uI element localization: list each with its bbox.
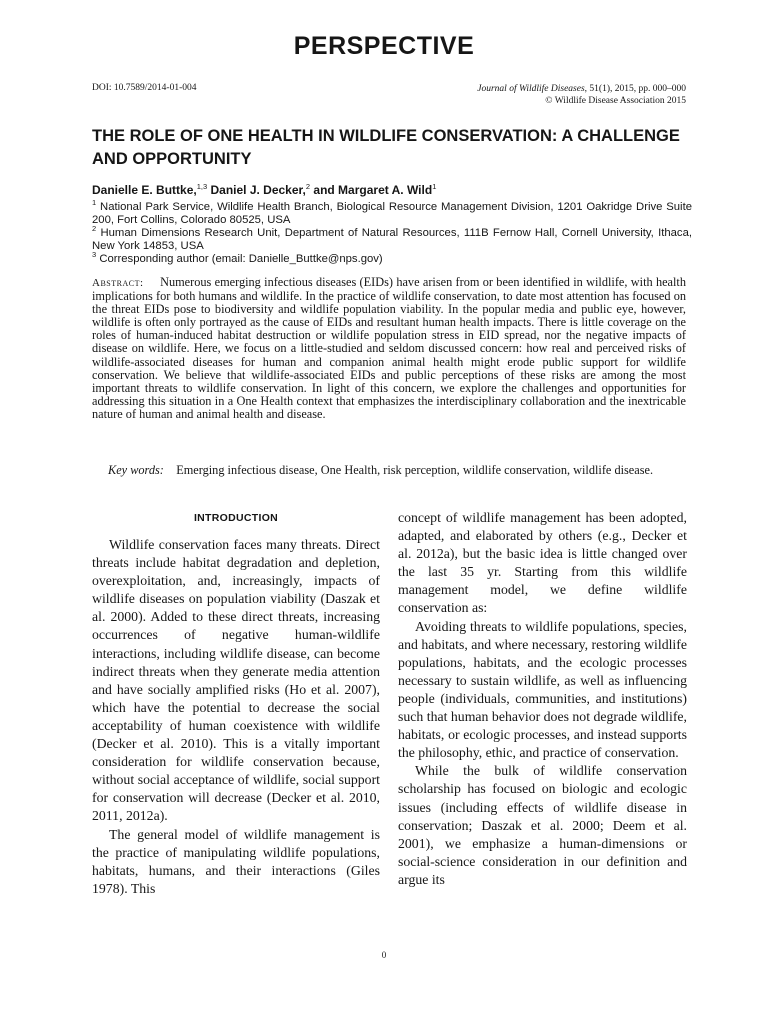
section-label: PERSPECTIVE [293, 32, 475, 60]
body-column-left [92, 536, 380, 898]
body-column-right [398, 509, 687, 889]
article-title: THE ROLE OF ONE HEALTH IN WILDLIFE CONSERVATION: A CHALLENGE AND OPPORTUNITY [92, 127, 680, 168]
copyright: © Wildlife Disease Association 2015 [545, 96, 686, 106]
affiliation-sup: 2 [92, 224, 97, 233]
abstract-text: Numerous emerging infectious diseases (EIDs) have arisen from or been identified in wildlife, with health implications for both humans and wildlife. In the practice of wildlife conservation, to date most attention has focused on the threat EIDs pose to biodiversity and wildlife population viability. In the popular media and public eye, however, wildlife is often only portrayed as the cause of EIDs and resultant human health impacts. There is little coverage on the roles of human-induced habitat destruction or wildlife population stress in EID spread, nor the negative impacts of disease on wildlife. Here, we focus on a little-studied and seldom discussed concern: how real and perceived risks of wildlife-associated diseases for human and companion animal health might erode public support for wildlife conservation. We believe that wildlife-associated EIDs and public perceptions of these risks are among the most important threats to wildlife conservation. In light of this concern, we explore the challenges and opportunities for addressing this situation in a One Health context that emphasizes the interdisciplinary collaboration and the inextricable nature of human and animal health and disease. [92, 275, 686, 421]
author: Daniel J. Decker, [210, 183, 306, 197]
journal-name: Journal of Wildlife Diseases [477, 84, 585, 94]
keywords [92, 463, 686, 477]
affiliation-sup: 1 [92, 198, 97, 207]
section-heading-introduction: INTRODUCTION [193, 512, 279, 524]
body-paragraph: The general model of wildlife management is the practice of manipulating wildlife populations, habitats, humans, and their interactions (Giles 1978). This [92, 826, 380, 896]
affiliation [92, 248, 692, 266]
page-number: 0 [381, 950, 387, 960]
affiliation-text: Human Dimensions Research Unit, Department of Natural Resources, 111B Fernow Hall, Cornell University, Ithaca, New York 14853, USA [92, 226, 693, 252]
journal-citation [477, 83, 686, 107]
keywords-text: Emerging infectious disease, One Health, risk perception, wildlife conservation, wildlife disease. [176, 463, 654, 477]
doi: DOI: 10.7589/2014-01-004 [92, 83, 197, 93]
body-paragraph: While the bulk of wildlife conservation scholarship has focused on biologic and ecologic issues (including effects of wildlife disease in conservation; Daszak et al. 2000; Deem et al. 2001), we emphasize a human-dimensions or social-science consideration in our definition and argue its [398, 763, 687, 887]
affiliation-text: Corresponding author (email: Danielle_Buttke@nps.gov) [99, 252, 383, 265]
author-sup: 2 [305, 182, 311, 191]
body-paragraph: concept of wildlife management has been adopted, adapted, and elaborated by others (e.g., Decker et al. 2012a), but the basic idea is little changed over the last 35 yr. Starting from this wildlife management model, we define wildlife conservation as: [398, 510, 687, 616]
abstract-label: Abstract: [92, 277, 144, 289]
abstract [92, 276, 686, 421]
affiliation-sup: 3 [92, 250, 97, 259]
author-sup: 1 [432, 182, 437, 191]
author-list [92, 182, 436, 197]
author: and Margaret A. Wild [313, 183, 433, 197]
keywords-label: Key words: [108, 463, 164, 477]
author-sup: 1,3 [196, 182, 208, 191]
body-paragraph: Wildlife conservation faces many threats. Direct threats include habitat degradation and depletion, overexploitation, and, increasingly, impacts of wildlife diseases on population viability (Daszak et al. 2000). Added to these direct threats, increasing occurrences of negative human-wildlife interactions, including wildlife disease, can become indirect threats when they generate media attention and have socially amplified risks (Ho et al. 2007), which have the potential to decrease the social acceptability of human coexistence with wildlife (Decker et al. 2010). This is a vitally important consideration for wildlife conservation because, without social acceptance of wildlife, social support for conservation will decrease (Decker et al. 2010, 2011, 2012a). [92, 537, 380, 824]
affiliation-text: National Park Service, Wildlife Health Branch, Biological Resource Management Division, 1201 Oakridge Drive Suite 200, Fort Collins, Colorado 80525, USA [92, 200, 692, 226]
definition-quote: Avoiding threats to wildlife populations, species, and habitats, and where necessary, restoring wildlife populations, habitats, and the ecologic processes necessary to sustain wildlife, as well as influencing people (individuals, communities, and institutions) such that human behavior does not degrade wildlife, habitats, or ecologic processes, and instead supports the philosophy, ethic, and practice of conservation. [398, 618, 687, 761]
author: Danielle E. Buttke, [92, 183, 197, 197]
journal-details: , 51(1), 2015, pp. 000–000 [584, 84, 686, 94]
